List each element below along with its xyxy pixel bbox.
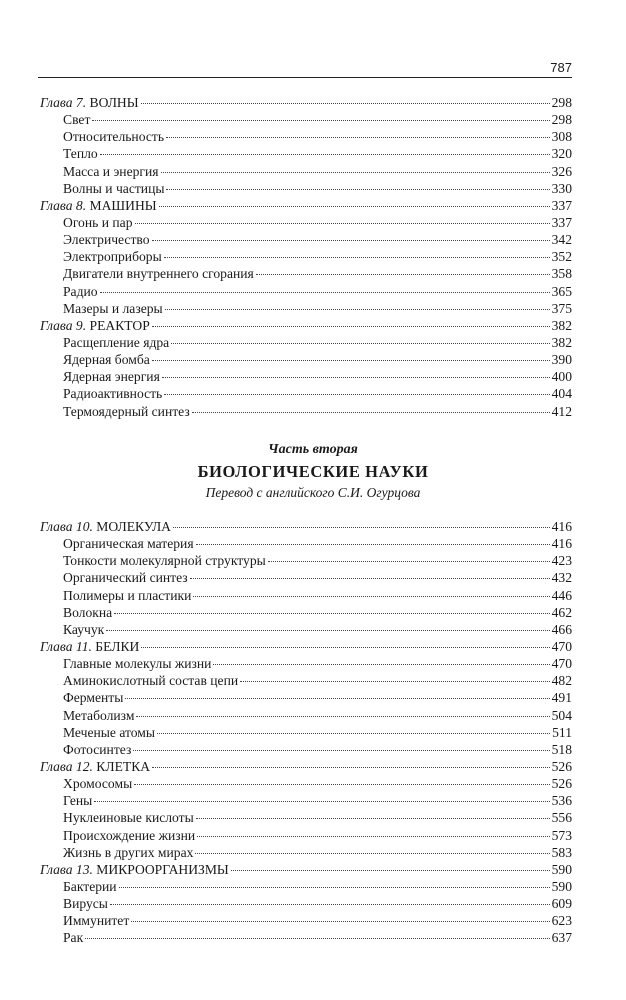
dot-leader (133, 750, 549, 751)
section-title: Ферменты (63, 690, 124, 706)
chapter-title: МОЛЕКУЛА (92, 519, 171, 534)
section-title: Тепло (63, 146, 98, 162)
toc-section-row[interactable] (40, 827, 572, 844)
chapter-number: Глава 8. (40, 197, 87, 213)
section-title: Хромосомы (63, 776, 133, 792)
toc-section-row[interactable] (40, 809, 572, 826)
page-ref: 432 (551, 570, 572, 586)
page-ref: 526 (551, 758, 572, 774)
page-ref: 382 (551, 317, 572, 333)
dot-leader (100, 154, 550, 155)
dot-leader (256, 274, 550, 275)
dot-leader (162, 377, 550, 378)
toc-section-row[interactable] (40, 300, 572, 317)
toc-section-row[interactable] (40, 163, 572, 180)
dot-leader (119, 887, 550, 888)
chapter-label (40, 317, 150, 334)
page-ref: 462 (551, 604, 572, 620)
chapter-number: Глава 10. (40, 519, 93, 534)
section-title: Органическая материя (63, 536, 194, 552)
toc-section-row[interactable] (40, 128, 572, 145)
page-ref: 511 (552, 724, 572, 740)
dot-leader (196, 818, 550, 819)
section-title: Главные молекулы жизни (63, 656, 212, 672)
toc-section-row[interactable] (40, 111, 572, 128)
toc-section-row[interactable] (40, 689, 572, 706)
section-title: Полимеры и пластики (63, 587, 192, 603)
dot-leader (141, 103, 550, 104)
page-ref: 482 (551, 673, 572, 689)
page-ref: 416 (551, 536, 572, 552)
toc-section-row[interactable] (40, 878, 572, 895)
toc-section-row[interactable] (40, 587, 572, 604)
page-ref: 518 (551, 741, 572, 757)
section-title: Меченые атомы (63, 724, 156, 740)
dot-leader (134, 784, 549, 785)
toc-list-part-one (40, 94, 572, 420)
toc-chapter-row[interactable] (40, 758, 572, 775)
dot-leader (161, 172, 550, 173)
section-title: Происхождение жизни (63, 827, 196, 843)
page-ref: 446 (551, 587, 572, 603)
toc-chapter-row[interactable] (40, 861, 572, 878)
chapter-title: ВОЛНЫ (86, 95, 139, 110)
section-title: Свет (63, 112, 91, 128)
page-ref: 623 (551, 913, 572, 929)
dot-leader (114, 613, 549, 614)
section-title: Тонкости молекулярной структуры (63, 553, 266, 569)
section-title: Каучук (63, 621, 105, 637)
part-title: БИОЛОГИЧЕСКИЕ НАУКИ (197, 462, 429, 481)
toc-section-row[interactable] (40, 672, 572, 689)
chapter-title: РЕАКТОР (86, 317, 150, 333)
section-title: Гены (63, 793, 93, 809)
toc-section-row[interactable] (40, 334, 572, 351)
toc-section-row[interactable] (40, 180, 572, 197)
chapter-title: КЛЕТКА (92, 758, 151, 774)
page-ref: 609 (551, 896, 572, 912)
chapter-label (40, 638, 139, 655)
toc-chapter-row[interactable] (40, 94, 572, 111)
part-translator-note: Перевод с английского С.И. Огурцова (205, 485, 421, 500)
dot-leader (165, 309, 550, 310)
page-ref: 556 (551, 810, 572, 826)
dot-leader (240, 681, 549, 682)
page-ref: 504 (551, 707, 572, 723)
page-ref: 390 (551, 352, 572, 368)
dot-leader (171, 343, 549, 344)
chapter-label (40, 94, 139, 111)
toc-section-row[interactable] (40, 283, 572, 300)
page-ref: 573 (551, 827, 572, 843)
section-title: Огонь и пар (63, 214, 133, 230)
dot-leader (152, 326, 550, 327)
dot-leader (100, 292, 550, 293)
page-number: 787 (550, 60, 572, 75)
toc-section-row[interactable] (40, 707, 572, 724)
chapter-number: Глава 7. (40, 95, 87, 110)
section-title: Термоядерный синтез (63, 403, 190, 419)
chapter-title: МИКРООРГАНИЗМЫ (92, 861, 229, 877)
dot-leader (164, 394, 549, 395)
toc-chapter-row[interactable] (40, 518, 572, 535)
chapter-number: Глава 13. (40, 861, 93, 877)
dot-leader (173, 527, 550, 528)
chapter-number: Глава 11. (40, 638, 92, 654)
dot-leader (94, 801, 549, 802)
page-ref: 423 (551, 553, 572, 569)
page-ref: 365 (551, 283, 572, 299)
dot-leader (159, 206, 550, 207)
page-ref: 330 (551, 180, 572, 196)
chapter-number: Глава 9. (40, 317, 87, 333)
page-ref: 382 (551, 334, 572, 350)
page-ref: 404 (551, 386, 572, 402)
dot-leader (92, 120, 549, 121)
toc-section-row[interactable] (40, 792, 572, 809)
section-title: Ядерная бомба (63, 352, 150, 368)
section-title: Иммунитет (63, 913, 130, 929)
section-title: Жизнь в других мирах (63, 844, 194, 860)
section-title: Радио (63, 283, 98, 299)
toc-section-row[interactable] (40, 231, 572, 248)
dot-leader (196, 544, 550, 545)
toc-section-row[interactable] (40, 552, 572, 569)
section-title: Метаболизм (63, 707, 135, 723)
page-ref: 308 (551, 129, 572, 145)
toc-section-row[interactable] (40, 621, 572, 638)
section-title: Мазеры и лазеры (63, 300, 163, 316)
dot-leader (197, 836, 549, 837)
chapter-title: БЕЛКИ (91, 638, 140, 654)
page-ref: 342 (551, 232, 572, 248)
section-title: Масса и энергия (63, 163, 159, 179)
toc-section-row[interactable] (40, 248, 572, 265)
section-title: Радиоактивность (63, 386, 163, 402)
page-ref: 416 (551, 519, 572, 534)
page-ref: 400 (551, 369, 572, 385)
toc-section-row[interactable] (40, 741, 572, 758)
page-ref: 298 (551, 112, 572, 128)
dot-leader (152, 240, 550, 241)
section-title: Органический синтез (63, 570, 188, 586)
dot-leader (106, 630, 549, 631)
chapter-title: МАШИНЫ (86, 197, 157, 213)
dot-leader (110, 904, 550, 905)
toc-section-row[interactable] (40, 604, 572, 621)
toc-section-row[interactable] (40, 912, 572, 929)
toc-section-row[interactable] (40, 655, 572, 672)
page-ref: 352 (551, 249, 572, 265)
section-title: Рак (63, 930, 84, 946)
section-title: Вирусы (63, 896, 108, 912)
dot-leader (164, 257, 550, 258)
part-label: Часть вторая (268, 442, 358, 457)
dot-leader (141, 647, 549, 648)
toc-section-row[interactable] (40, 895, 572, 912)
dot-leader (85, 938, 549, 939)
page-ref: 536 (551, 793, 572, 809)
dot-leader (136, 716, 549, 717)
page-ref: 298 (551, 95, 572, 110)
dot-leader (268, 561, 550, 562)
chapter-label (40, 197, 157, 214)
toc-section-row[interactable] (40, 929, 572, 946)
section-title: Электричество (63, 232, 150, 248)
toc-section-row[interactable] (40, 535, 572, 552)
toc-chapter-row[interactable] (40, 317, 572, 334)
toc-section-row[interactable] (40, 265, 572, 282)
chapter-label (40, 518, 171, 535)
toc-section-row[interactable] (40, 368, 572, 385)
toc-section-row[interactable] (40, 214, 572, 231)
section-title: Бактерии (63, 878, 117, 894)
toc-section-row[interactable] (40, 724, 572, 741)
page-ref: 590 (551, 861, 572, 877)
page-ref: 412 (551, 403, 572, 419)
toc-section-row[interactable] (40, 385, 572, 402)
dot-leader (152, 360, 550, 361)
page-ref: 320 (551, 146, 572, 162)
dot-leader (131, 921, 549, 922)
page-ref: 326 (551, 163, 572, 179)
dot-leader (192, 412, 550, 413)
toc-section-row[interactable] (40, 351, 572, 368)
section-title: Волокна (63, 604, 113, 620)
dot-leader (195, 853, 549, 854)
page-ref: 491 (551, 690, 572, 706)
toc-chapter-row[interactable] (40, 197, 572, 214)
page-ref: 583 (551, 844, 572, 860)
toc-section-row[interactable] (40, 844, 572, 861)
toc-section-row[interactable] (40, 775, 572, 792)
page-ref: 470 (551, 656, 572, 672)
dot-leader (190, 578, 550, 579)
toc-chapter-row[interactable] (40, 638, 572, 655)
dot-leader (125, 698, 549, 699)
page-ref: 590 (551, 878, 572, 894)
dot-leader (193, 596, 549, 597)
section-title: Электроприборы (63, 249, 162, 265)
page-ref: 526 (551, 776, 572, 792)
section-title: Двигатели внутреннего сгорания (63, 266, 254, 282)
section-title: Аминокислотный состав цепи (63, 673, 239, 689)
header-rule (38, 77, 572, 78)
chapter-number: Глава 12. (40, 758, 93, 774)
dot-leader (166, 189, 549, 190)
toc-section-row[interactable] (40, 145, 572, 162)
section-title: Расщепление ядра (63, 334, 170, 350)
section-title: Волны и частицы (63, 180, 165, 196)
section-title: Ядерная энергия (63, 369, 160, 385)
toc-section-row[interactable] (40, 403, 572, 420)
dot-leader (213, 664, 549, 665)
chapter-label (40, 758, 150, 775)
page-ref: 466 (551, 621, 572, 637)
section-title: Относительность (63, 129, 165, 145)
page-ref: 337 (551, 197, 572, 213)
dot-leader (231, 870, 550, 871)
toc-list-part-two (40, 518, 572, 947)
dot-leader (157, 733, 550, 734)
page-ref: 470 (551, 638, 572, 654)
page-ref: 375 (551, 300, 572, 316)
dot-leader (152, 767, 550, 768)
dot-leader (166, 137, 550, 138)
toc-section-row[interactable] (40, 569, 572, 586)
section-title: Нуклеиновые кислоты (63, 810, 194, 826)
page-ref: 337 (551, 214, 572, 230)
chapter-label (40, 861, 229, 878)
section-title: Фотосинтез (63, 741, 132, 757)
page-ref: 358 (551, 266, 572, 282)
dot-leader (135, 223, 550, 224)
page-ref: 637 (551, 930, 572, 946)
